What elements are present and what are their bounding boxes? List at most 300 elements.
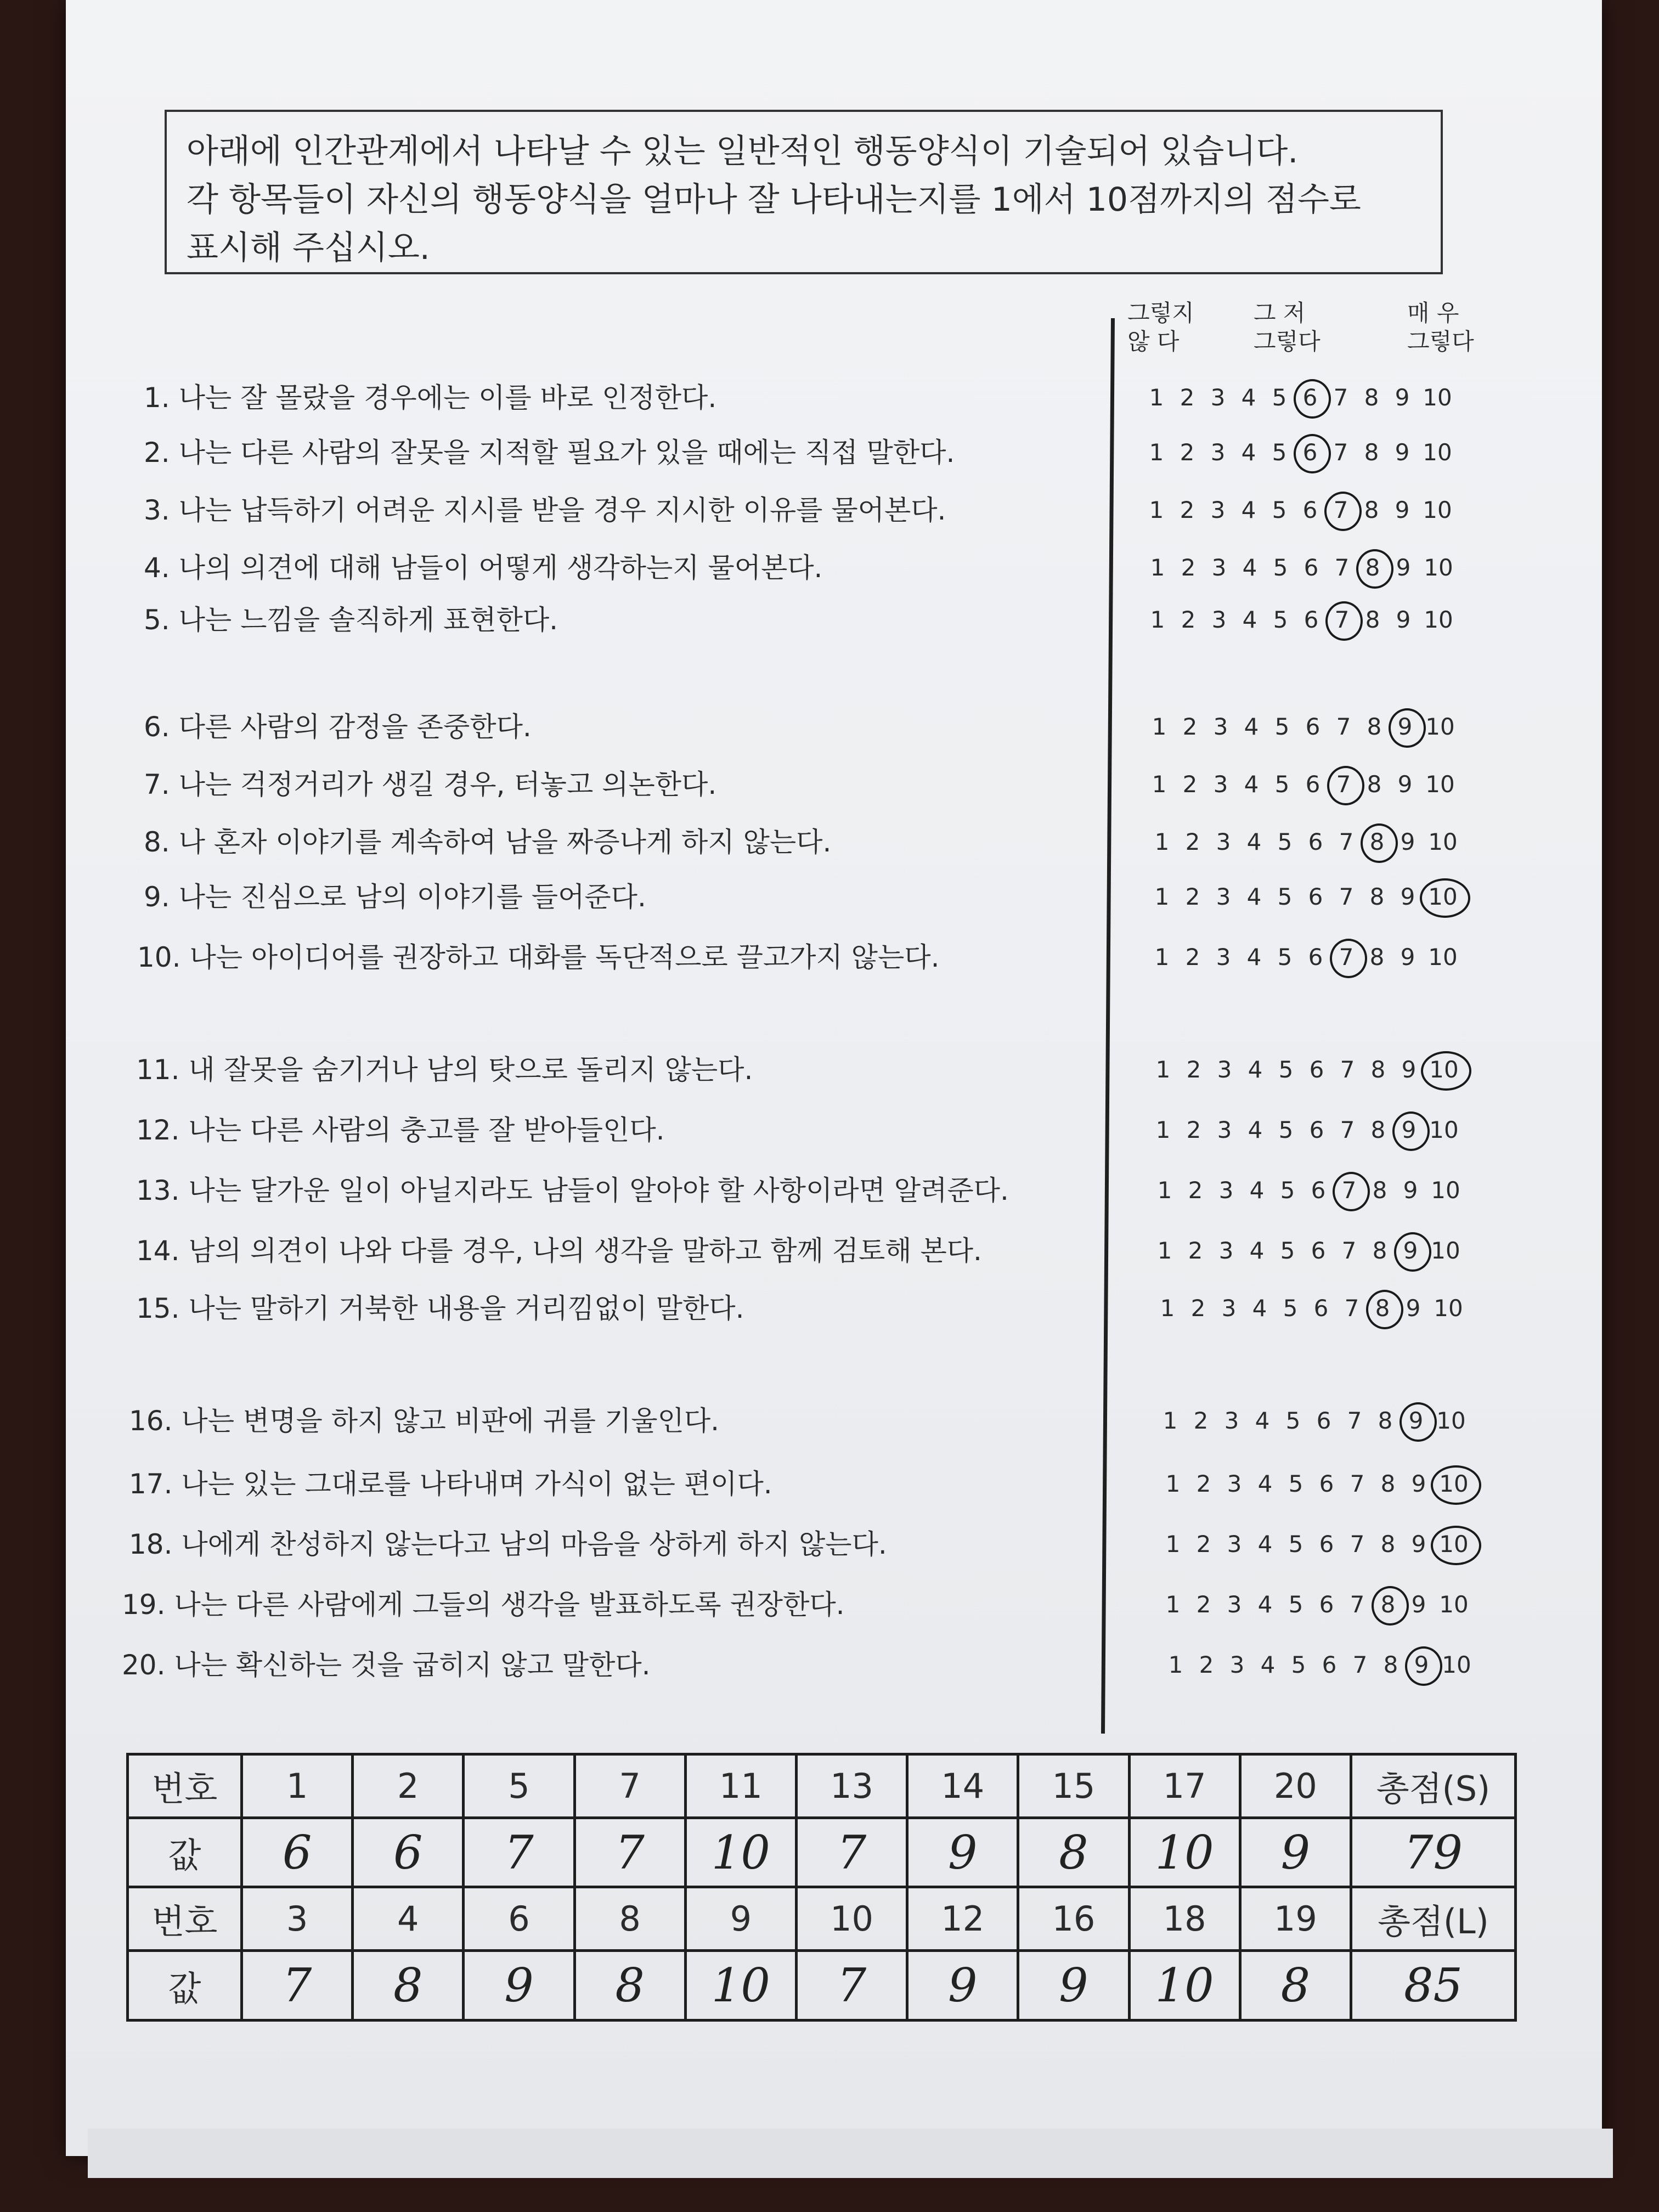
rating-option: 1 — [1154, 944, 1170, 970]
item-row — [0, 379, 1659, 422]
rating-option-circled: 6 — [1295, 433, 1325, 472]
row-label-number: 번호 — [128, 1887, 242, 1951]
rating-option: 3 — [1227, 1531, 1242, 1558]
s-value-cell: 10 — [1129, 1818, 1240, 1887]
rating-option-circled: 7 — [1327, 601, 1357, 639]
scale-header-high-top: 매 우 — [1407, 300, 1459, 326]
rating-option: 2 — [1182, 713, 1198, 740]
rating-option: 4 — [1248, 1116, 1263, 1143]
rating-option: 8 — [1367, 771, 1382, 798]
s-number-row — [128, 1754, 1516, 1818]
rating-option: 3 — [1211, 606, 1227, 633]
scale-header-low-bottom: 않 다 — [1127, 328, 1180, 355]
rating-option: 4 — [1242, 606, 1257, 633]
rating-option-circled: 7 — [1328, 765, 1359, 804]
s-value-cell: 9 — [907, 1818, 1018, 1887]
l-number-cell: 3 — [242, 1887, 353, 1951]
rating-option-circled: 7 — [1331, 938, 1362, 977]
rating-option: 4 — [1246, 828, 1262, 855]
rating-option: 6 — [1304, 606, 1319, 633]
rating-option: 7 — [1336, 713, 1351, 740]
item-text: 10. 나는 아이디어를 권장하고 대화를 독단적으로 끌고가지 않는다. — [137, 941, 940, 973]
rating-scale — [1147, 938, 1463, 977]
rating-option: 5 — [1277, 944, 1293, 970]
item-row — [0, 433, 1659, 477]
rating-option-circled: 9 — [1395, 1232, 1426, 1270]
rating-option: 8 — [1364, 384, 1379, 411]
rating-option-circled: 9 — [1393, 1111, 1424, 1149]
rating-option: 9 — [1403, 1177, 1418, 1204]
rating-option: 3 — [1213, 713, 1228, 740]
rating-scale — [1142, 601, 1458, 639]
s-total-label: 총점(S) — [1351, 1754, 1516, 1818]
rating-option: 3 — [1213, 771, 1228, 798]
rating-option: 5 — [1272, 384, 1287, 411]
rating-option: 9 — [1397, 771, 1413, 798]
rating-option: 9 — [1395, 496, 1410, 523]
s-number-cell: 1 — [242, 1754, 353, 1818]
item-row — [0, 1289, 1659, 1333]
item-text: 6. 다른 사람의 감정을 존중한다. — [144, 711, 532, 743]
rating-option: 7 — [1333, 439, 1348, 466]
rating-option: 8 — [1365, 606, 1380, 633]
l-number-cell: 6 — [464, 1887, 574, 1951]
rating-option: 7 — [1347, 1407, 1362, 1434]
rating-option: 1 — [1152, 713, 1167, 740]
instruction-line-1: 아래에 인간관계에서 나타날 수 있는 일반적인 행동양식이 기술되어 있습니다. — [187, 132, 1299, 171]
rating-option-circled: 8 — [1367, 1289, 1398, 1328]
item-row — [0, 765, 1659, 809]
rating-option: 7 — [1352, 1651, 1368, 1678]
rating-option: 2 — [1196, 1470, 1211, 1497]
rating-option: 5 — [1280, 1177, 1295, 1204]
rating-scale — [1144, 708, 1460, 746]
score-table — [126, 1753, 1517, 2022]
item-text: 17. 나는 있는 그대로를 나타내며 가식이 없는 편이다. — [129, 1468, 772, 1500]
rating-option: 2 — [1185, 944, 1200, 970]
rating-option: 10 — [1431, 1177, 1460, 1204]
item-row — [0, 823, 1659, 867]
rating-option: 3 — [1210, 439, 1226, 466]
rating-scale — [1141, 491, 1457, 529]
rating-option: 4 — [1241, 439, 1256, 466]
l-number-cell: 10 — [796, 1887, 907, 1951]
s-value-cell: 8 — [1018, 1818, 1129, 1887]
rating-option-circled: 10 — [1434, 1525, 1474, 1564]
rating-option: 2 — [1181, 554, 1196, 581]
rating-scale — [1158, 1465, 1474, 1503]
rating-option: 3 — [1217, 1116, 1232, 1143]
rating-option-circled: 8 — [1362, 823, 1392, 861]
rating-option: 8 — [1364, 439, 1379, 466]
rating-option: 2 — [1185, 883, 1200, 910]
rating-option: 10 — [1429, 1116, 1459, 1143]
rating-option: 2 — [1181, 606, 1196, 633]
scale-header-mid — [1254, 299, 1321, 356]
rating-option: 1 — [1157, 1177, 1172, 1204]
rating-option: 7 — [1350, 1470, 1365, 1497]
item-row — [0, 1585, 1659, 1629]
rating-option: 3 — [1216, 883, 1231, 910]
s-number-cell: 11 — [685, 1754, 796, 1818]
item-row — [0, 878, 1659, 922]
rating-option: 4 — [1244, 771, 1259, 798]
rating-option: 3 — [1227, 1470, 1242, 1497]
rating-option: 1 — [1157, 1237, 1172, 1264]
s-value-cell: 7 — [464, 1818, 574, 1887]
s-number-cell: 5 — [464, 1754, 574, 1818]
rating-option: 2 — [1186, 1056, 1201, 1083]
rating-option-circled: 8 — [1373, 1585, 1403, 1624]
rating-option: 4 — [1252, 1295, 1267, 1322]
row-label-value: 값 — [128, 1818, 242, 1887]
rating-scale — [1152, 1289, 1468, 1328]
rating-option: 9 — [1400, 883, 1415, 910]
rating-option: 4 — [1244, 713, 1259, 740]
rating-option: 6 — [1311, 1237, 1326, 1264]
instruction-line-2: 각 항목들이 자신의 행동양식을 얼마나 잘 나타내는지를 1에서 10점까지의 점수로 — [187, 180, 1361, 219]
s-number-cell: 20 — [1240, 1754, 1351, 1818]
rating-option: 4 — [1257, 1470, 1273, 1497]
rating-option-circled: 7 — [1334, 1171, 1364, 1210]
rating-option: 3 — [1216, 828, 1231, 855]
rating-option: 6 — [1313, 1295, 1329, 1322]
item-row — [0, 1402, 1659, 1446]
rating-option-circled: 8 — [1357, 549, 1388, 587]
instruction-line-3: 표시해 주십시오. — [187, 229, 430, 267]
item-row — [0, 1111, 1659, 1155]
rating-option: 7 — [1334, 554, 1350, 581]
rating-option: 4 — [1257, 1531, 1273, 1558]
rating-scale — [1141, 433, 1457, 472]
rating-option: 5 — [1291, 1651, 1306, 1678]
rating-scale — [1155, 1402, 1471, 1440]
rating-option: 6 — [1322, 1651, 1337, 1678]
rating-option: 7 — [1341, 1237, 1357, 1264]
l-number-cell: 19 — [1240, 1887, 1351, 1951]
rating-option: 10 — [1428, 944, 1458, 970]
rating-option: 7 — [1339, 883, 1354, 910]
rating-option: 2 — [1180, 384, 1195, 411]
item-text: 7. 나는 걱정거리가 생길 경우, 터놓고 의논한다. — [144, 769, 717, 800]
rating-option: 6 — [1308, 883, 1323, 910]
rating-option: 2 — [1188, 1237, 1203, 1264]
rating-option: 5 — [1272, 439, 1287, 466]
rating-option: 1 — [1165, 1470, 1181, 1497]
rating-option: 3 — [1211, 554, 1227, 581]
rating-option: 2 — [1180, 439, 1195, 466]
item-text: 4. 나의 의견에 대해 남들이 어떻게 생각하는지 물어본다. — [144, 552, 823, 584]
l-value-cell: 8 — [353, 1951, 464, 2021]
rating-option: 4 — [1249, 1237, 1265, 1264]
item-row — [0, 1646, 1659, 1690]
rating-option: 4 — [1255, 1407, 1270, 1434]
rating-scale — [1149, 1232, 1465, 1270]
rating-scale — [1141, 379, 1457, 417]
item-row — [0, 491, 1659, 535]
rating-option: 2 — [1196, 1531, 1211, 1558]
item-text: 5. 나는 느낌을 솔직하게 표현한다. — [144, 604, 558, 636]
rating-option: 1 — [1163, 1407, 1178, 1434]
rating-option: 4 — [1241, 496, 1256, 523]
s-value-row — [128, 1818, 1516, 1887]
scale-header-high-bottom: 그렇다 — [1407, 328, 1474, 355]
rating-option: 1 — [1155, 1056, 1171, 1083]
rating-option: 10 — [1425, 771, 1455, 798]
l-value-cell: 8 — [574, 1951, 685, 2021]
rating-option: 5 — [1278, 1116, 1294, 1143]
rating-option: 7 — [1350, 1591, 1365, 1618]
rating-scale — [1149, 1171, 1465, 1210]
item-row — [0, 549, 1659, 592]
rating-scale — [1147, 878, 1463, 916]
l-number-cell: 16 — [1018, 1887, 1129, 1951]
rating-scale — [1158, 1585, 1474, 1624]
rating-option-circled: 9 — [1401, 1402, 1431, 1440]
l-number-cell: 18 — [1129, 1887, 1240, 1951]
item-text: 20. 나는 확신하는 것을 굽히지 않고 말한다. — [122, 1649, 651, 1681]
rating-scale — [1142, 549, 1458, 587]
s-number-cell: 17 — [1129, 1754, 1240, 1818]
item-text: 14. 남의 의견이 나와 다를 경우, 나의 생각을 말하고 함께 검토해 본다. — [136, 1235, 982, 1267]
l-value-cell: 8 — [1240, 1951, 1351, 2021]
rating-option: 5 — [1273, 554, 1288, 581]
rating-option: 1 — [1149, 496, 1164, 523]
l-value-cell: 9 — [1018, 1951, 1129, 2021]
rating-scale — [1148, 1051, 1464, 1089]
rating-option: 8 — [1372, 1177, 1387, 1204]
rating-option: 9 — [1400, 944, 1415, 970]
rating-option-circled: 10 — [1424, 1051, 1464, 1089]
rating-option: 9 — [1411, 1591, 1426, 1618]
row-label-value: 값 — [128, 1951, 242, 2021]
s-value-cell: 9 — [1240, 1818, 1351, 1887]
rating-option: 3 — [1216, 944, 1231, 970]
l-total-value: 85 — [1351, 1951, 1516, 2021]
l-value-row — [128, 1951, 1516, 2021]
item-row — [0, 601, 1659, 645]
rating-option: 3 — [1221, 1295, 1237, 1322]
item-text: 8. 나 혼자 이야기를 계속하여 남을 짜증나게 하지 않는다. — [144, 826, 832, 858]
rating-option: 1 — [1165, 1591, 1181, 1618]
rating-option: 10 — [1423, 384, 1452, 411]
rating-option: 8 — [1380, 1531, 1396, 1558]
rating-option: 1 — [1160, 1295, 1175, 1322]
item-text: 9. 나는 진심으로 남의 이야기를 들어준다. — [144, 881, 646, 913]
rating-option: 1 — [1149, 439, 1164, 466]
rating-option: 3 — [1210, 496, 1226, 523]
rating-option: 4 — [1242, 554, 1257, 581]
rating-option: 2 — [1186, 1116, 1201, 1143]
rating-option: 8 — [1370, 1056, 1386, 1083]
rating-option: 2 — [1188, 1177, 1203, 1204]
l-value-cell: 9 — [464, 1951, 574, 2021]
item-text: 1. 나는 잘 몰랐을 경우에는 이를 바로 인정한다. — [144, 382, 717, 414]
rating-option: 9 — [1411, 1470, 1426, 1497]
scale-header-low-top: 그렇지 — [1127, 300, 1194, 326]
rating-option: 9 — [1411, 1531, 1426, 1558]
rating-option: 3 — [1218, 1177, 1234, 1204]
item-row — [0, 938, 1659, 982]
item-text: 2. 나는 다른 사람의 잘못을 지적할 필요가 있을 때에는 직접 말한다. — [144, 437, 955, 469]
rating-option: 10 — [1425, 713, 1455, 740]
rating-option: 4 — [1241, 384, 1256, 411]
s-value-cell: 10 — [685, 1818, 796, 1887]
rating-option: 1 — [1165, 1531, 1181, 1558]
instruction-box — [165, 110, 1443, 274]
scale-header-mid-bottom: 그렇다 — [1254, 328, 1321, 355]
scale-header-low — [1127, 299, 1194, 356]
rating-option: 9 — [1401, 1056, 1417, 1083]
l-total-label: 총점(L) — [1351, 1887, 1516, 1951]
rating-option: 9 — [1395, 384, 1410, 411]
s-value-cell: 6 — [353, 1818, 464, 1887]
rating-option: 2 — [1182, 771, 1198, 798]
rating-option: 6 — [1319, 1470, 1334, 1497]
rating-option: 3 — [1229, 1651, 1245, 1678]
rating-option: 5 — [1273, 606, 1288, 633]
rating-option: 10 — [1424, 606, 1453, 633]
rating-option: 8 — [1364, 496, 1379, 523]
rating-option: 8 — [1383, 1651, 1398, 1678]
rating-option: 3 — [1218, 1237, 1234, 1264]
rating-option: 4 — [1248, 1056, 1263, 1083]
item-row — [0, 1051, 1659, 1094]
rating-option: 3 — [1227, 1591, 1242, 1618]
rating-option: 5 — [1288, 1591, 1304, 1618]
rating-scale — [1148, 1111, 1464, 1149]
row-label-number: 번호 — [128, 1754, 242, 1818]
s-total-value: 79 — [1351, 1818, 1516, 1887]
rating-option: 6 — [1316, 1407, 1331, 1434]
item-text: 16. 나는 변명을 하지 않고 비판에 귀를 기울인다. — [129, 1405, 720, 1437]
rating-option: 3 — [1210, 384, 1226, 411]
s-number-cell: 2 — [353, 1754, 464, 1818]
rating-option: 9 — [1406, 1295, 1421, 1322]
rating-option: 10 — [1423, 439, 1452, 466]
rating-option: 5 — [1278, 1056, 1294, 1083]
rating-option-circled: 9 — [1390, 708, 1420, 746]
s-value-cell: 7 — [796, 1818, 907, 1887]
rating-option: 2 — [1193, 1407, 1209, 1434]
rating-option: 2 — [1180, 496, 1195, 523]
item-text: 13. 나는 달가운 일이 아닐지라도 남들이 알아야 할 사항이라면 알려준다. — [136, 1175, 1009, 1206]
rating-option: 8 — [1369, 883, 1385, 910]
rating-option: 2 — [1190, 1295, 1206, 1322]
rating-option: 10 — [1424, 554, 1453, 581]
rating-option: 8 — [1369, 944, 1385, 970]
item-row — [0, 1525, 1659, 1569]
rating-option: 10 — [1434, 1295, 1463, 1322]
rating-option: 6 — [1305, 713, 1321, 740]
item-text: 12. 나는 다른 사람의 충고를 잘 받아들인다. — [136, 1114, 665, 1146]
rating-option: 7 — [1340, 1116, 1355, 1143]
l-number-cell: 9 — [685, 1887, 796, 1951]
rating-option: 9 — [1396, 606, 1411, 633]
rating-option: 7 — [1340, 1056, 1355, 1083]
rating-option-circled: 10 — [1434, 1465, 1474, 1503]
rating-option: 5 — [1288, 1531, 1304, 1558]
rating-scale — [1147, 823, 1463, 861]
s-value-cell: 6 — [242, 1818, 353, 1887]
rating-option: 8 — [1367, 713, 1382, 740]
rating-option-circled: 7 — [1325, 491, 1356, 529]
rating-option: 10 — [1423, 496, 1452, 523]
rating-option: 6 — [1308, 828, 1323, 855]
rating-option: 5 — [1277, 828, 1293, 855]
rating-option: 3 — [1224, 1407, 1239, 1434]
l-number-row — [128, 1887, 1516, 1951]
rating-option: 1 — [1168, 1651, 1183, 1678]
rating-scale — [1160, 1646, 1476, 1684]
rating-option: 5 — [1280, 1237, 1295, 1264]
rating-option: 5 — [1283, 1295, 1298, 1322]
item-text: 15. 나는 말하기 거북한 내용을 거리낌없이 말한다. — [136, 1293, 744, 1324]
rating-option: 9 — [1395, 439, 1410, 466]
rating-option: 1 — [1154, 883, 1170, 910]
rating-option: 1 — [1150, 606, 1165, 633]
rating-option: 4 — [1260, 1651, 1276, 1678]
rating-option: 6 — [1311, 1177, 1326, 1204]
rating-option: 2 — [1196, 1591, 1211, 1618]
rating-option: 6 — [1308, 944, 1323, 970]
rating-option: 8 — [1380, 1470, 1396, 1497]
rating-option-circled: 10 — [1423, 878, 1463, 916]
rating-option: 10 — [1428, 828, 1458, 855]
rating-option: 3 — [1217, 1056, 1232, 1083]
item-text: 18. 나에게 찬성하지 않는다고 남의 마음을 상하게 하지 않는다. — [129, 1528, 887, 1560]
l-value-cell: 9 — [907, 1951, 1018, 2021]
item-row — [0, 708, 1659, 752]
s-number-cell: 15 — [1018, 1754, 1129, 1818]
rating-option: 6 — [1319, 1591, 1334, 1618]
rating-option: 1 — [1152, 771, 1167, 798]
rating-option: 10 — [1436, 1407, 1466, 1434]
rating-option: 1 — [1155, 1116, 1171, 1143]
underlying-sheet — [88, 2129, 1613, 2178]
rating-option: 8 — [1378, 1407, 1393, 1434]
s-number-cell: 13 — [796, 1754, 907, 1818]
rating-option: 2 — [1199, 1651, 1214, 1678]
l-value-cell: 10 — [685, 1951, 796, 2021]
rating-option: 1 — [1154, 828, 1170, 855]
rating-option: 10 — [1442, 1651, 1471, 1678]
rating-option: 6 — [1309, 1116, 1324, 1143]
rating-option: 5 — [1285, 1407, 1301, 1434]
l-number-cell: 4 — [353, 1887, 464, 1951]
rating-option-circled: 9 — [1406, 1646, 1437, 1684]
scale-header-mid-top: 그 저 — [1254, 300, 1306, 326]
scale-header-high — [1407, 299, 1474, 356]
l-number-cell: 12 — [907, 1887, 1018, 1951]
rating-option: 4 — [1257, 1591, 1273, 1618]
rating-option: 6 — [1304, 554, 1319, 581]
s-value-cell: 7 — [574, 1818, 685, 1887]
rating-option: 6 — [1305, 771, 1321, 798]
l-value-cell: 7 — [242, 1951, 353, 2021]
s-number-cell: 7 — [574, 1754, 685, 1818]
rating-option: 4 — [1246, 883, 1262, 910]
rating-option: 4 — [1246, 944, 1262, 970]
l-value-cell: 7 — [796, 1951, 907, 2021]
rating-option: 7 — [1344, 1295, 1359, 1322]
rating-option: 5 — [1274, 713, 1290, 740]
rating-option: 9 — [1396, 554, 1411, 581]
rating-option: 7 — [1350, 1531, 1365, 1558]
l-value-cell: 10 — [1129, 1951, 1240, 2021]
rating-option-circled: 6 — [1295, 379, 1325, 417]
rating-option: 1 — [1149, 384, 1164, 411]
